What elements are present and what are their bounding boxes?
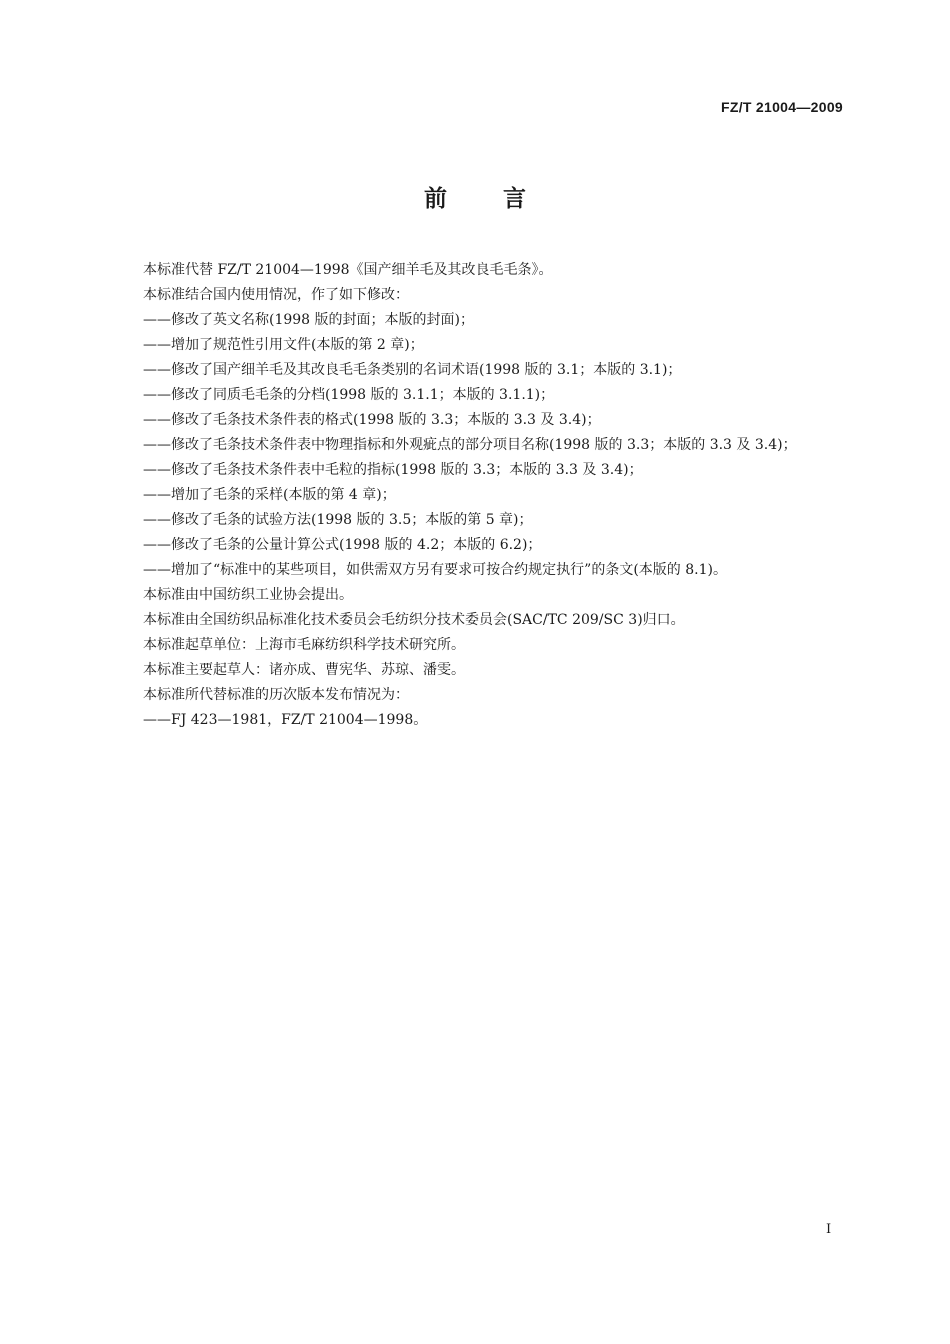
- list-item: ——增加了规范性引用文件(本版的第 2 章)；: [143, 337, 424, 353]
- paragraph-modifications-intro: 本标准结合国内使用情况，作了如下修改：: [143, 287, 409, 303]
- list-item: ——修改了同质毛毛条的分档(1998 版的 3.1.1；本版的 3.1.1)；: [143, 387, 555, 403]
- paragraph-proposer: 本标准由中国纺织工业协会提出。: [143, 587, 353, 603]
- list-item: ——修改了毛条的公量计算公式(1998 版的 4.2；本版的 6.2)；: [143, 537, 542, 553]
- list-item: ——FJ 423—1981，FZ/T 21004—1998。: [143, 712, 428, 728]
- page-title: 前言: [424, 186, 582, 212]
- list-item: ——修改了毛条技术条件表的格式(1998 版的 3.3；本版的 3.3 及 3.4)；: [143, 412, 601, 428]
- paragraph-drafting-unit: 本标准起草单位：上海市毛麻纺织科学技术研究所。: [143, 637, 465, 653]
- list-item: ——修改了英文名称(1998 版的封面；本版的封面)；: [143, 312, 475, 328]
- list-item: ——修改了毛条技术条件表中物理指标和外观疵点的部分项目名称(1998 版的 3.3；本版的 3.3 及 3.4)；: [143, 437, 797, 453]
- list-item: ——增加了“标准中的某些项目，如供需双方另有要求可按合约规定执行”的条文(本版的 8.1)。: [143, 562, 727, 578]
- page-number: I: [826, 1222, 832, 1237]
- paragraph-drafters: 本标准主要起草人：诸亦成、曹宪华、苏琼、潘雯。: [143, 662, 465, 678]
- paragraph-replaces: 本标准代替 FZ/T 21004—1998《国产细羊毛及其改良毛毛条》。: [143, 262, 553, 278]
- foreword-body: [143, 258, 846, 733]
- list-item: ——修改了国产细羊毛及其改良毛毛条类别的名词术语(1998 版的 3.1；本版的 3.1)；: [143, 362, 682, 378]
- paragraph-committee: 本标准由全国纺织品标准化技术委员会毛纺织分技术委员会(SAC/TC 209/SC 3)归口。: [143, 612, 685, 628]
- list-item: ——增加了毛条的采样(本版的第 4 章)；: [143, 487, 396, 503]
- standard-code: FZ/T 21004—2009: [720, 99, 843, 115]
- list-item: ——修改了毛条技术条件表中毛粒的指标(1998 版的 3.3；本版的 3.3 及 3.4)；: [143, 462, 643, 478]
- paragraph-history-intro: 本标准所代替标准的历次版本发布情况为：: [143, 687, 409, 703]
- list-item: ——修改了毛条的试验方法(1998 版的 3.5；本版的第 5 章)；: [143, 512, 533, 528]
